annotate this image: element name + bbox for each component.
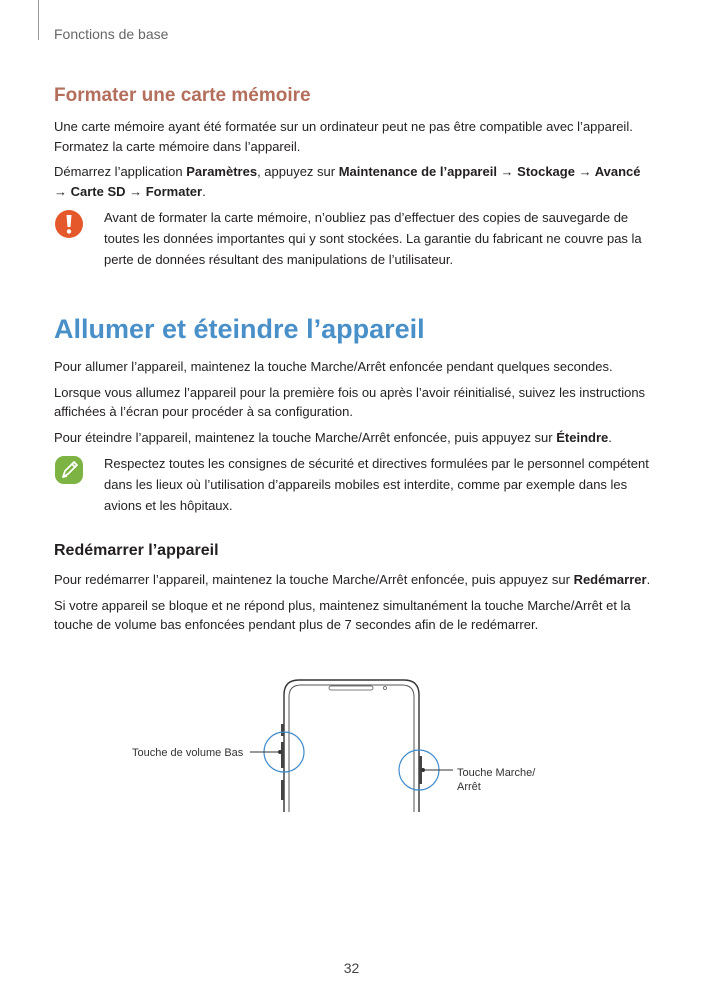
section-title-restart: Redémarrer l’appareil [54,542,219,559]
label-volume-down: Touche de volume Bas [132,747,244,759]
page-number: 32 [343,960,360,976]
caution-text: Avant de formater la carte mémoire, n’oubliez pas d’effectuer des copies de sauvegarde de toutes les données importantes qui y sont stockées. La garantie du fabricant ne couvre pas la perte de données résultant des manipulations de l’utilisateur. [104,210,642,267]
paragraph-instructions: Démarrez l’application Paramètres, appuyez sur Maintenance de l’appareil → Stockage → Avancé → Carte SD → Formater. [54,164,641,199]
paragraph: Une carte mémoire ayant été formatée sur un ordinateur peut ne pas être compatible avec l’appareil. Formatez la carte mémoire dans l’appareil. [54,119,633,154]
caution-icon [54,209,84,239]
page-content [54,85,654,641]
margin-line [38,0,39,40]
volume-callout-circle [264,732,304,772]
paragraph: Lorsque vous allumez l’appareil pour la première fois ou après l’avoir réinitialisé, suivez les instructions affichées à l’écran pour procéder à sa configuration. [54,384,646,419]
power-callout-circle [399,750,439,790]
paragraph-power-off: Pour éteindre l’appareil, maintenez la touche Marche/Arrêt enfoncée, puis appuyez sur Éteindre. [54,429,612,445]
menu-path: Maintenance de l’appareil → Stockage → Avancé → Carte SD → Formater [54,164,641,199]
caution-note [54,207,654,270]
info-note [54,453,654,516]
app-name: Paramètres [186,164,258,179]
note-text: Respectez toutes les consignes de sécurité et directives formulées par le personnel compétent dans les lieux où l’utilisation d’appareils mobiles est interdite, comme par exemple dans les avions et les hôpitaux. [104,456,649,513]
section-title-power: Allumer et éteindre l’appareil [54,314,425,344]
note-pencil-icon [54,455,84,485]
paragraph: Si votre appareil se bloque et ne répond plus, maintenez simultanément la touche Marche/Arrêt et la touche de volume bas enfoncées pendant plus de 7 secondes afin de le redémarrer. [54,597,631,632]
paragraph: Pour allumer l’appareil, maintenez la touche Marche/Arrêt enfoncée pendant quelques secondes. [54,359,613,374]
section-title-format-card: Formater une carte mémoire [54,85,311,106]
option-restart: Redémarrer [573,572,647,587]
paragraph-restart: Pour redémarrer l’appareil, maintenez la touche Marche/Arrêt enfoncée, puis appuyez sur Redémarrer. [54,572,651,587]
label-power-key: Touche Marche/ Arrêt [457,767,536,793]
option-turn-off: Éteindre [556,429,609,445]
chapter-header: Fonctions de base [54,26,169,42]
